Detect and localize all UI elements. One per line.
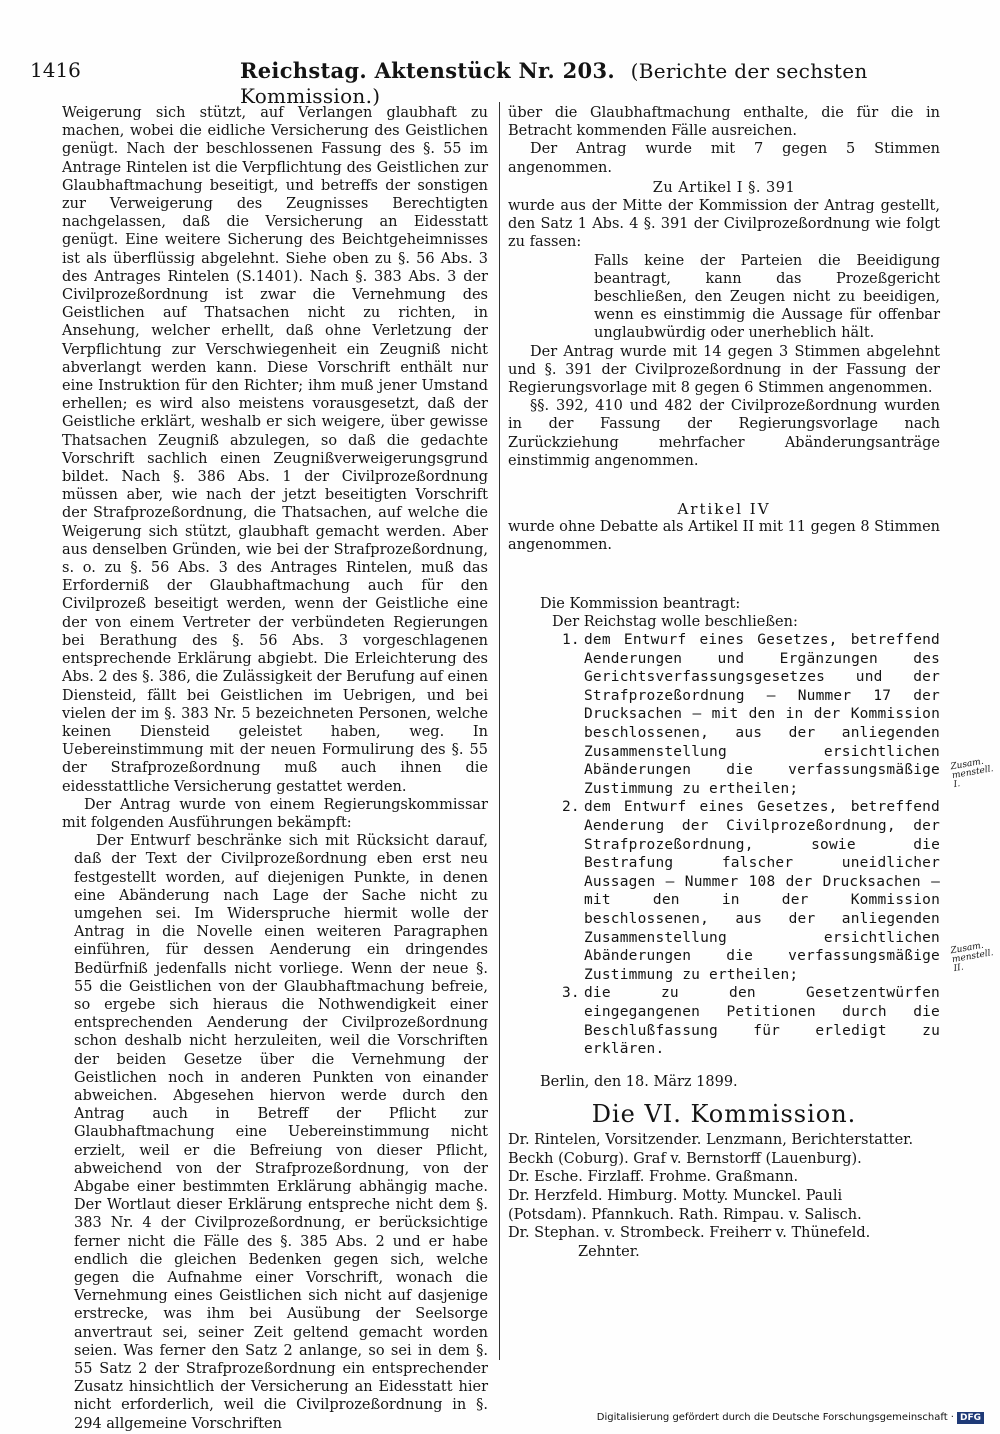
members-line-1: Dr. Rintelen, Vorsitzender. Lenzmann, Berichterstatter. [508, 1132, 914, 1149]
right-paragraph-6: wurde ohne Debatte als Artikel II mit 11 gegen 8 Stimmen angenommen. [508, 519, 940, 554]
motion-item-2: 2. dem Entwurf eines Gesetzes, betreffend Aenderung der Civilprozeßordnung, der Strafprozeßordnung, sowie die Bestrafung falscher uneidlicher Aussagen — Nummer 108 der Drucksachen — mit den in der Kommission beschlossenen, aus der anliegenden Zusammenstellung ersichtlichen Abänderungen die verfassungsmäßige Zustimmung zu ertheilen; [562, 799, 940, 983]
heading-article-1: Zu Artikel I §. 391 [652, 179, 796, 196]
motion-lead: Der Reichstag wolle beschließen: [552, 613, 798, 630]
motion-list [508, 631, 940, 1059]
motion-item-3: 3. die zu den Gesetzentwürfen eingegangenen Petitionen durch die Beschlußfassung für erledigt zu erklären. [562, 985, 940, 1058]
commission-members [508, 1131, 940, 1261]
heading-article-4: Artikel IV [677, 500, 771, 519]
running-title-sub: (Berichte der sechsten Kommission.) [240, 59, 868, 108]
right-paragraph-2: Der Antrag wurde mit 7 gegen 5 Stimmen angenommen. [508, 141, 940, 176]
right-paragraph-1: über die Glaubhaftmachung enthalte, die für die in Betracht kommenden Fälle ausreichen. [508, 105, 940, 140]
right-column [508, 104, 940, 1261]
commission-title: Die VI. Kommission. [591, 1099, 857, 1128]
right-paragraph-3: wurde aus der Mitte der Kommission der Antrag gestellt, den Satz 1 Abs. 4 §. 391 der Civilprozeßordnung wie folgt zu fassen: [508, 198, 940, 251]
dfg-logo: DFG [957, 1412, 984, 1424]
members-line-3: Dr. Esche. Firzlaff. Frohme. Graßmann. [508, 1169, 799, 1186]
left-column [62, 104, 488, 1433]
members-line-4: Dr. Herzfeld. Himburg. Motty. Munckel. Pauli [508, 1187, 843, 1204]
margin-note-1: Zusam. menstell. I. [949, 756, 995, 791]
left-paragraph-1: Weigerung sich stützt, auf Verlangen glaubhaft zu machen, wobei die eidliche Versicherung des Geistlichen genügt. Nach der beschlossenen Fassung des §. 55 im Antrage Rintelen ist die Verpflichtung des Geistlichen zur Glaubhaftmachung beseitigt, und betreffs der sonstigen zur Verweigerung des Zeugnisses Berechtigten nachgelassen, daß die Versicherung an Eidesstatt genügt. Eine weitere Sicherung des Beichtgeheimnisses ist als überflüssig abgelehnt. Siehe oben zu §. 56 Abs. 3 des Antrages Rintelen (S.1401). Nach §. 383 Abs. 3 der Civilprozeßordnung ist zwar die Vernehmung des Geistlichen auf Thatsachen nicht zu richten, in Ansehung, welcher erhellt, daß ohne Verletzung der Verpflichtung zur Verschwiegenheit ein Zeugniß nicht abverlangt werden kann. Diese Vorschrift enthält nur eine Instruktion für den Richter; ihm muß jener Umstand erhellen; es wird also meistens vorausgesetzt, daß der Geistliche erklärt, weshalb er sich weigere, über gewisse Thatsachen Zeugniß abzulegen, so daß die gedachte Vorschrift sachlich einen Zeugnißverweigerungsgrund bildet. Nach §. 386 Abs. 1 der Civilprozeßordnung müssen aber, wie nach der jetzt beseitigten Vorschrift der Strafprozeßordnung, die Thatsachen, auf welche die Weigerung sich stützt, glaubhaft gemacht werden. Aber aus denselben Gründen, wie bei der Strafprozeßordnung, s. o. zu §. 56 Abs. 3 des Antrages Rintelen, muß das Erforderniß der Glaubhaftmachung auch für den Civilprozeß beseitigt werden, wenn der Geistliche eine der von einem Vertreter der verbündeten Regierungen bei Berathung des §. 56 Abs. 3 vorgeschlagenen entsprechende Erklärung abgiebt. Die Erleichterung des Abs. 2 des §. 386, die Zulässigkeit der Berufung auf einen Diensteid, fällt bei Geistlichen im Uebrigen, und bei vielen der im §. 383 Nr. 5 bezeichneten Personen, welche keinen Diensteid geleistet haben, weg. In Uebereinstimmung mit der neuen Formulirung des §. 55 der Strafprozeßordnung muß auch ihnen die eidesstattliche Versicherung gestattet werden. [62, 105, 488, 795]
right-paragraph-4: Der Antrag wurde mit 14 gegen 3 Stimmen abgelehnt und §. 391 der Civilprozeßordnung in der Fassung der Regierungsvorlage mit 8 gegen 6 Stimmen angenommen. [508, 343, 940, 397]
right-paragraph-5: §§. 392, 410 und 482 der Civilprozeßordnung wurden in der Fassung der Regierungsvorlage nach Zurückziehung mehrfacher Abänderungsanträge einstimmig angenommen. [508, 398, 940, 469]
proposed-wording: Falls keine der Parteien die Beeidigung beantragt, kann das Prozeßgericht beschließen, den Zeugen nicht zu beeidigen, wenn es einstimmig die Aussage für offenbar unglaubwürdig oder unerheblich hält. [594, 252, 940, 342]
digitization-footer [597, 1412, 984, 1424]
place-date: Berlin, den 18. März 1899. [540, 1073, 738, 1090]
members-line-2: Beckh (Coburg). Graf v. Bernstorff (Lauenburg). [508, 1150, 862, 1167]
members-line-7: Zehnter. [578, 1243, 640, 1260]
members-line-6: Dr. Stephan. v. Strombeck. Freiherr v. Thünefeld. [508, 1225, 871, 1242]
running-title-main: Reichstag. Aktenstück Nr. 203. [240, 58, 615, 83]
left-paragraph-3: Der Entwurf beschränke sich mit Rücksicht darauf, daß der Text der Civilprozeßordnung eben erst neu festgestellt worden, auf diejenigen Punkte, in denen eine Abänderung nach Lage der Sache nicht zu umgehen sei. Im Widerspruche hiermit wolle der Antrag in die Novelle einen weiteren Paragraphen einführen, für dessen Aenderung ein dringendes Bedürfniß jedenfalls nicht vorliege. Wenn der neue §. 55 die Geistlichen von der Glaubhaftmachung befreie, so ergebe sich hieraus die Nothwendigkeit einer entsprechenden Aenderung der Civilprozeßordnung schon deshalb nicht herzuleiten, weil die Vorschriften der beiden Gesetze über die Vernehmung der Geistlichen noch in anderen Punkten von einander abweichen. Abgesehen hiervon werde durch den Antrag auch in Betreff der Pflicht zur Glaubhaftmachung eine Uebereinstimmung nicht erzielt, weil er die Befreiung von dieser Pflicht, abweichend von der Strafprozeßordnung, von der Abgabe einer bestimmten Erklärung abhängig mache. Der Wortlaut dieser Erklärung entspreche nicht dem §. 383 Nr. 4 der Civilprozeßordnung, er berücksichtige ferner nicht die Fälle des §. 385 Abs. 2 und er habe endlich die gleichen Bedenken gegen sich, welche gegen die Aufnahme einer Vorschrift, wonach die Vernehmung eines Geistlichen sich nicht auf dasjenige erstrecke, was ihm bei Ausübung der Seelsorge anvertraut sei, seiner Zeit geltend gemacht worden seien. Was ferner den Satz 2 anlange, so sei in dem §. 55 Satz 2 der Strafprozeßordnung ein entsprechender Zusatz hinsichtlich der Versicherung an Eidesstatt hier nicht erforderlich, weil die Civilprozeßordnung in §. 294 allgemeine Vorschriften [74, 833, 488, 1432]
motion-item-1: 1. dem Entwurf eines Gesetzes, betreffend Aenderungen und Ergänzungen des Gerichtsverfassungsgesetzes und der Strafprozeßordnung — Nummer 17 der Drucksachen — mit den in der Kommission beschlossenen, aus der anliegenden Zusammenstellung ersichtlichen Abänderungen die verfassungsmäßige Zustimmung zu ertheilen; [562, 632, 940, 797]
motion-intro: Die Kommission beantragt: [540, 595, 741, 612]
margin-note-2: Zusam. menstell. II. [949, 940, 995, 975]
column-divider [499, 102, 500, 1360]
page-number: 1416 [30, 58, 81, 82]
running-title [240, 58, 970, 108]
page-header [30, 58, 970, 108]
left-paragraph-2: Der Antrag wurde von einem Regierungskommissar mit folgenden Ausführungen bekämpft: [62, 796, 488, 831]
members-line-5: (Potsdam). Pfannkuch. Rath. Rimpau. v. Salisch. [508, 1206, 862, 1223]
footer-text: Digitalisierung gefördert durch die Deutsche Forschungsgemeinschaft · [596, 1412, 954, 1423]
